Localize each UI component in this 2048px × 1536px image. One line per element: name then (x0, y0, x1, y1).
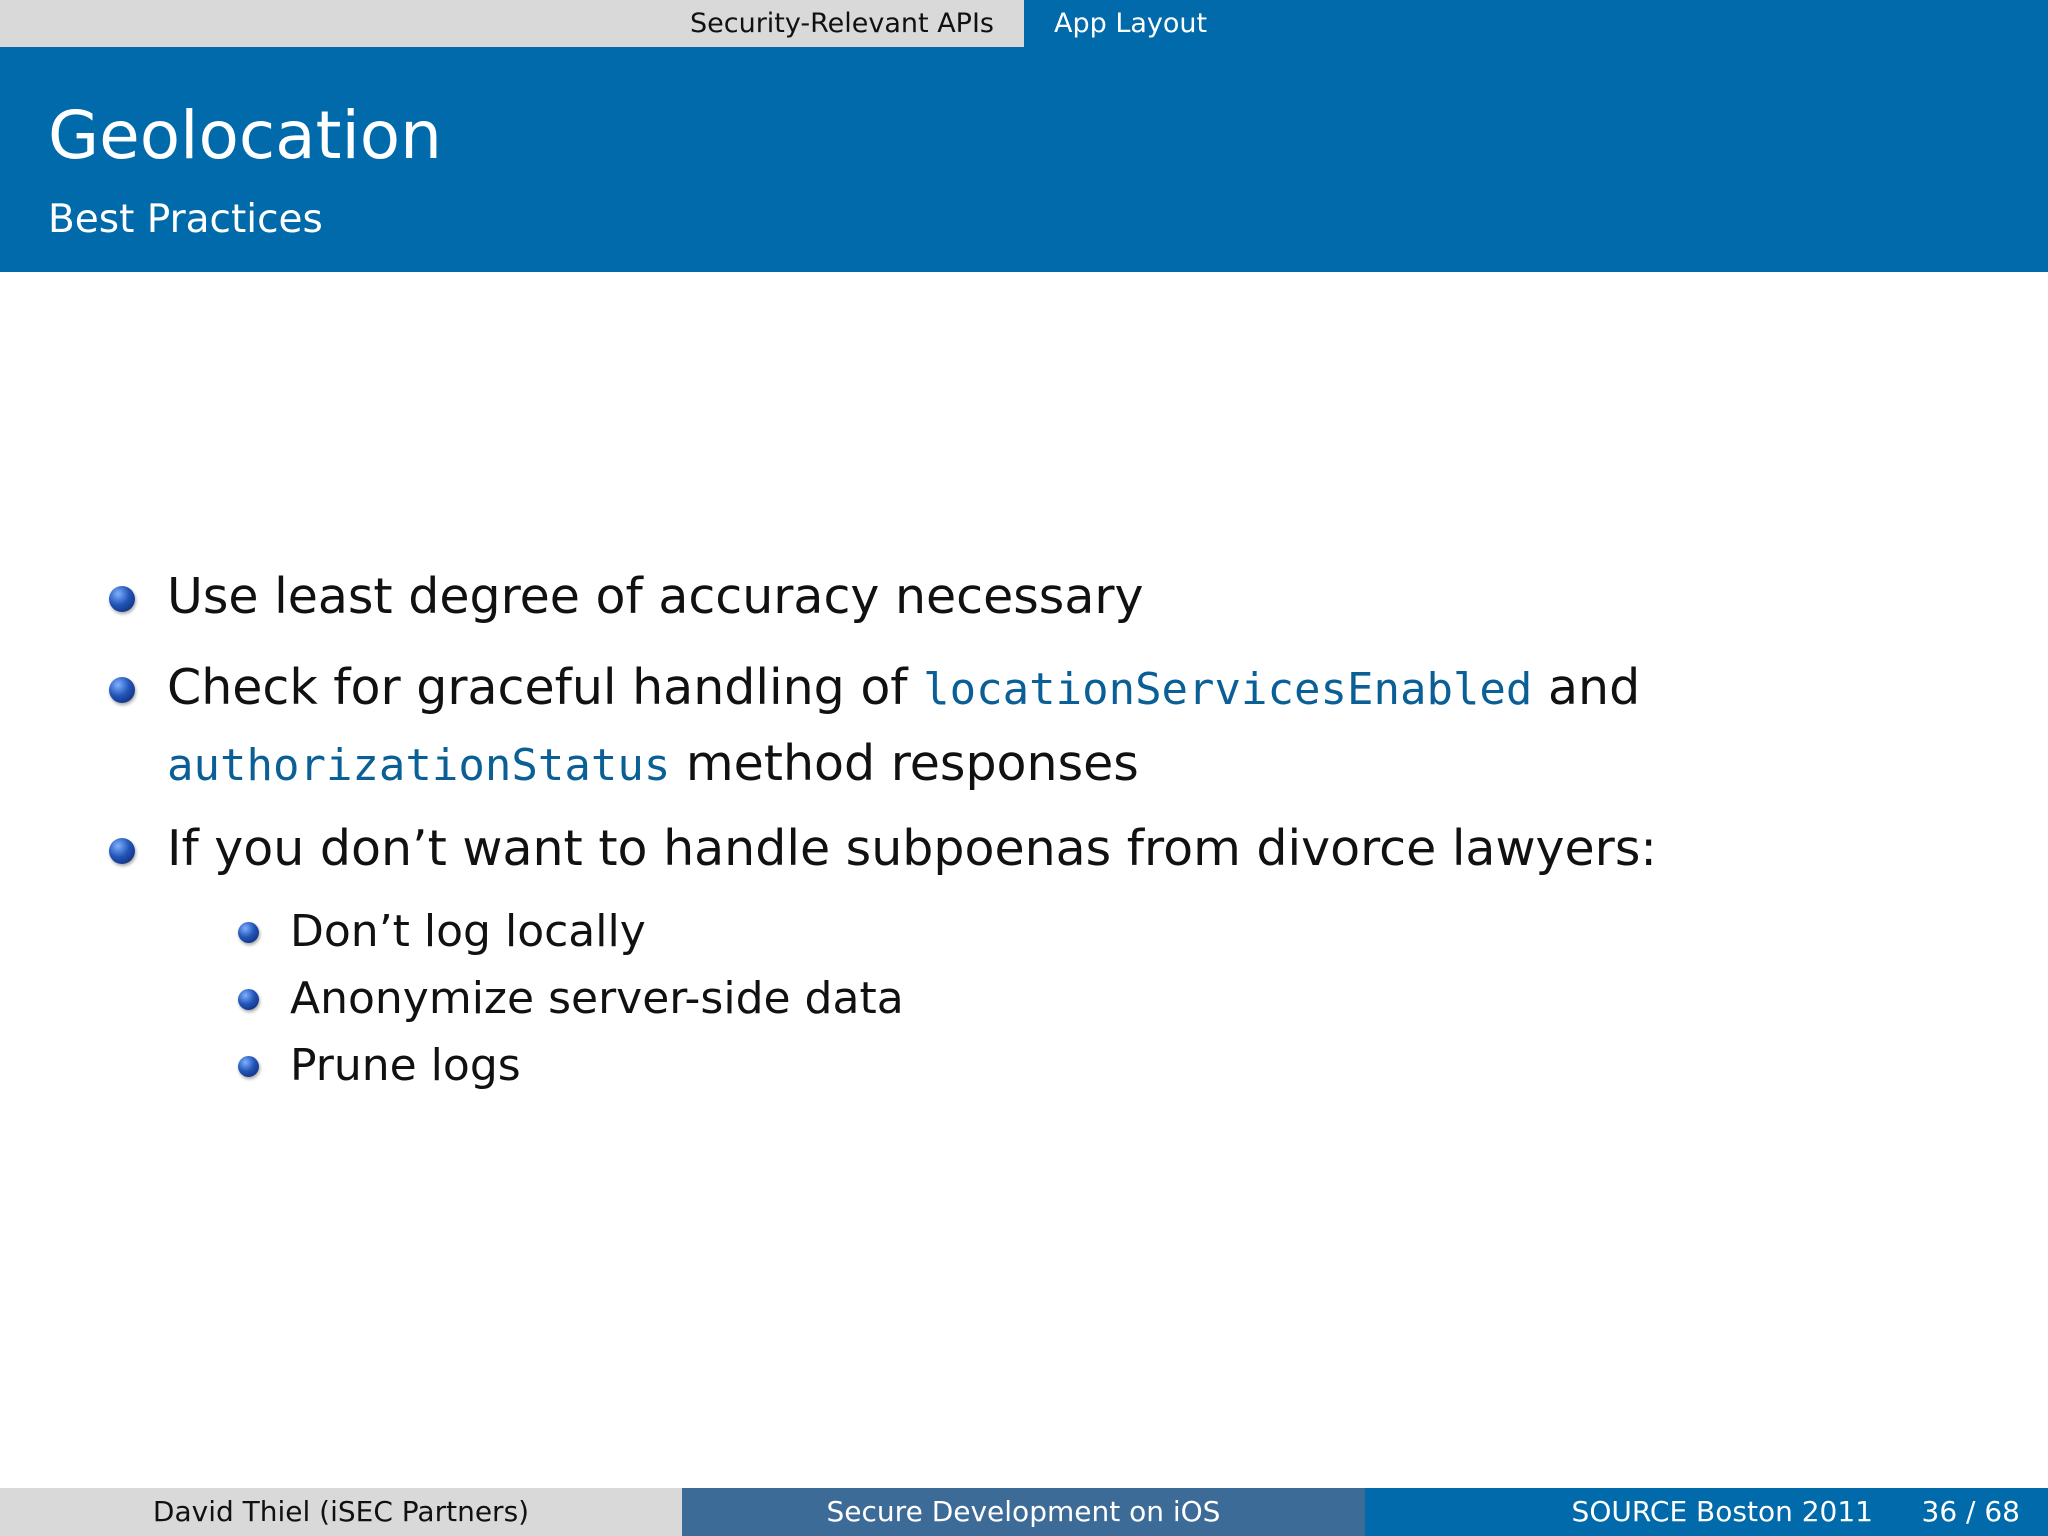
bullet-item (167, 659, 1640, 719)
footer-conference: SOURCE Boston 2011 (1571, 1495, 1873, 1528)
bullet-ball-icon (109, 838, 135, 864)
bullet-text: method responses (670, 735, 1139, 792)
bullet-ball-icon (109, 677, 135, 703)
bullet-item-continuation (167, 735, 1139, 795)
bullet-text: Check for graceful handling of (167, 659, 924, 716)
footer-talk-title: Secure Development on iOS (682, 1488, 1365, 1536)
sub-bullet-ball-icon (238, 989, 259, 1010)
sub-bullet-ball-icon (238, 922, 259, 943)
section-navigation (0, 0, 2048, 47)
footer-right (1365, 1488, 2048, 1536)
nav-section-app-layout[interactable] (1024, 0, 2048, 47)
code-location-services-enabled: locationServicesEnabled (923, 664, 1533, 715)
bullet-ball-icon (109, 586, 135, 612)
nav-section-security-apis[interactable]: Security-Relevant APIs (689, 8, 994, 39)
bullet-text: and (1532, 659, 1641, 716)
footer-author: David Thiel (iSEC Partners) (0, 1488, 682, 1536)
footer (0, 1488, 2048, 1536)
sub-bullet-item: Anonymize server-side data (290, 973, 904, 1024)
sub-bullet-item: Prune logs (290, 1040, 521, 1091)
sub-bullet-item: Don’t log locally (290, 906, 646, 957)
bullet-item: Use least degree of accuracy necessary (167, 568, 1144, 625)
sub-bullet-ball-icon (238, 1056, 259, 1077)
nav-section-app-layout-label: App Layout (1054, 8, 1208, 39)
slide-subtitle: Best Practices (48, 197, 323, 242)
slide-content (0, 272, 2048, 1488)
bullet-item: If you don’t want to handle subpoenas from divorce lawyers: (167, 820, 1657, 877)
page-indicator: 36 / 68 (1921, 1495, 2020, 1528)
title-banner (0, 47, 2048, 272)
slide-title: Geolocation (48, 97, 443, 174)
code-authorization-status: authorizationStatus (167, 740, 671, 791)
